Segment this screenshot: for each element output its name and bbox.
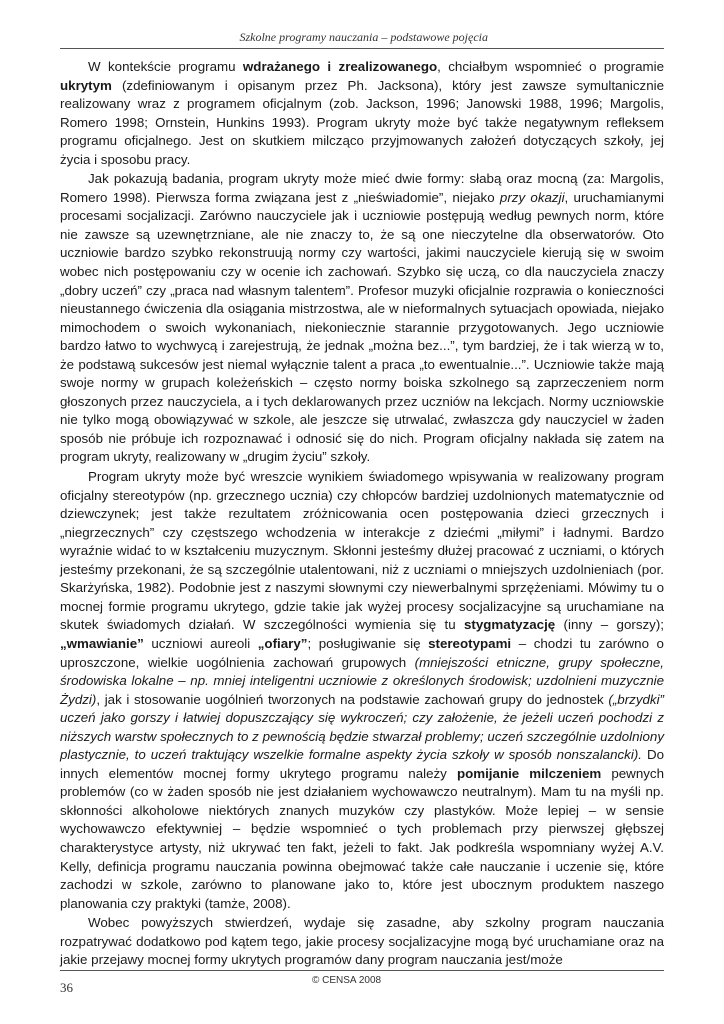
text-run: (zdefiniowanym i opisanym przez Ph. Jacksona), który jest zawsze symultanicznie realizowany wraz z programem oficjalnym (zob. Jackson, 1996; Janowski 1988, 1996; Margolis, Romero 1998; Ornstein, Hunkins 1993). Program ukryty może być także negatywnym refleksem programu oficjalnego. Jest on skutkiem milcząco przyjmowanych założeń dotyczących szkoły, jej życia i sposobu pracy. [60,77,664,167]
text-run: ; posługiwanie się [307,635,429,651]
text-run: W kontekście programu [88,59,243,74]
text-run: uczniowi aureoli [143,635,258,651]
bold-run: wdrażanego i zrealizowanego [242,59,438,74]
paragraph [60,468,664,913]
page-number: 36 [60,980,73,995]
running-title: Szkolne programy nauczania – podstawowe pojęcia [239,30,488,44]
bold-run: stereotypami [428,635,512,651]
bold-run: „wmawianie” [60,635,144,651]
text-run: , jak i stosowanie uogólnień tworzonych na podstawie zachowań grupy do jednostek [96,691,609,707]
text-run: – chodzi tu zarówno o uproszczone, wielkie uogólnienia zachowań grupowych [60,635,664,670]
bold-run: „ofiary” [257,635,308,651]
copyright-notice: © CENSA 2008 [312,975,382,986]
text-run: pewnych problemów (co w żaden sposób nie jest działaniem wychowawczo neutralnym). Mam tu na myśli np. skłonności alkoholowe niektórych znanych muzyków czy plastyków. Może lepiej – w sensie wychowawczo efektywniej – będzie wspomnieć o tych problemach przy pierwszej głębszej charakterystyce artysty, niż ukrywać ten fakt, jeżeli to fakt. Jak podkreśla wspomniany wyżej A.V. Kelly, definicja programu nauczania powinna obejmować także całe nauczanie i uczenie się, które zachodzi w szkole, zarówno to planowane jako to, które jest ubocznym produktem naszego planowania czy praktyki (tamże, 2008). [60,765,664,911]
running-header [60,28,664,49]
text-run: , uruchamianymi procesami socjalizacji. Zarówno nauczyciele jak i uczniowie postępują według pewnych norm, które nie zawsze są uzewnętrzniane, ale nie znaczy to, że są one nieczytelne dla obserwatorów. Oto uczniowie bardzo szybko rekonstruują normy czy wartości, jakimi nauczyciele kierują się w swoim wobec nich postępowaniu czy w ocenie ich zachowań. Szybko się uczą, co dla nauczyciela znaczy „dobry uczeń” czy „praca nad własnym talentem”. Profesor muzyki oficjalnie rozprawia o konieczności nieustannego ćwiczenia dla osiągania mistrzostwa, ale w nieformalnych sytuacjach opowiada, niejako mimochodem o swoich wykonaniach, niekoniecznie starannie przygotowanych. Jego uczniowie bardzo łatwo to wychwycą i zarejestrują, że jednak „można bez...”, tym bardziej, że i tak wierzą w to, że podstawą sukcesów jest niemal wyłącznie talent a praca „to ewentualnie...”. Uczniowie także mają swoje normy w grupach koleżeńskich – często normy boiska szkolnego są zaprzeczeniem norm głoszonych przez nauczyciela, a i tych deklarowanych przez uczniów na lekcjach. Normy uczniowskie nie tylko mogą obowiązywać w szkole, ale jeszcze się utrwalać, zwłaszcza gdy nauczyciel w żaden sposób nie próbuje ich rozpoznawać i odnosić się do nich. Program oficjalny nakłada się zatem na program ukryty, realizowany w „drugim życiu” szkoły. [60,189,665,465]
italic-run: (mniejszości etniczne, grupy społeczne, środowiska lokalne – np. mniej inteligentni uczniowie z określonych środowisk; uzdolnieni muzycznie Żydzi) [60,654,665,707]
text-run: , chciałbym wspomnieć o programie [437,59,664,74]
bold-run: pomijanie milczeniem [456,765,602,781]
paragraph [60,58,664,169]
text-run: (inny – gorszy); [555,617,664,633]
bold-run: stygmatyzację [464,617,556,633]
paragraph [60,170,664,467]
footer-rule [60,970,664,971]
text-run: Program ukryty może być wreszcie wynikiem świadomego wpisywania w realizowany program oficjalny stereotypów (np. grzecznego ucznia) czy chłopców bardziej uzdolnionych matematycznie od dziewczynek; jest także rezultatem zróżnicowania ocen postępowania dzieci grzecznych i „niegrzecznych” czy częstszego wchodzenia w interakcje z dziećmi „miłymi” i ładnymi. Bardzo wyraźnie widać to w kształceniu muzycznym. Skłonni jesteśmy dłużej pracować z uczniami, o których jesteśmy przekonani, że są szczególnie utalentowani, niż z uczniami o mniejszych uzdolnieniach (por. Skarżyńska, 1982). Podobnie jest z naszymi słownymi czy niewerbalnymi sprzężeniami. Mówimy tu o mocnej formie programu ukrytego, gdzie takie jak wyżej procesy socjalizacyjne są uruchamiane na skutek świadomych działań. W szczególności wymienia się tu [60,469,664,633]
italic-run: przy okazji [499,189,565,205]
body-text [60,58,664,970]
paragraph [60,914,664,970]
text-run: Jak pokazują badania, program ukryty może mieć dwie formy: słabą oraz mocną (za: Margolis, Romero 1998). Pierwsza forma związana jest z „nieświadomie”, niejako [60,171,664,205]
italic-run: („brzydki” uczeń jako gorszy i łatwiej dopuszczający się wykroczeń; czy założenie, że jeżeli uczeń pochodzi z niższych warstw społecznych to z pewnością będzie stwarzał problemy; uczeń szczególnie uzdolniony plastycznie, to uczeń traktujący wszelkie formalne aspekty życia szkoły w sposób nonszalancki). [60,691,664,763]
bold-run: ukrytym [60,77,112,93]
text-run: Wobec powyższych stwierdzeń, wydaje się zasadne, aby szkolny program nauczania rozpatrywać dodatkowo pod kątem tego, jakie procesy socjalizacyjne mogą być uruchamiane oraz na jakie przejawy mocnej formy ukrytych programów dany program nauczania jest/może [60,915,664,968]
text-run: Do innych elementów mocnej formy ukrytego programu należy [60,747,665,781]
